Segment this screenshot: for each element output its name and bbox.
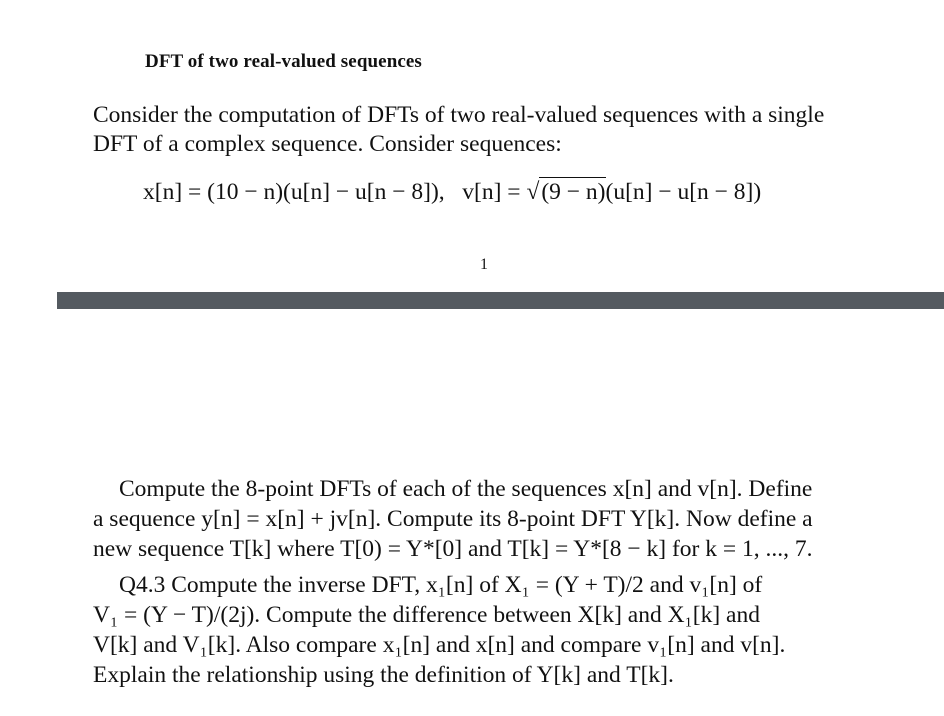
q43-line-2: V₁ = (Y − T)/(2j). Compute the difference between X[k] and X₁[k] and [93,602,760,628]
instructions-line-1: Compute the 8-point DFTs of each of the sequences x[n] and v[n]. Define [119,476,813,502]
q43-line-1: Q4.3 Compute the inverse DFT, x₁[n] of X₁ = (Y + T)/2 and v₁[n] of [119,572,763,598]
section-title: DFT of two real-valued sequences [145,51,422,72]
page-number: 1 [480,256,488,273]
intro-paragraph [93,101,883,159]
q43-line-4: Explain the relationship using the definition of Y[k] and T[k]. [93,662,674,688]
equation-x: x[n] = (10 − n)(u[n] − u[n − 8]), [143,179,445,205]
equation-v-suffix: (u[n] − u[n − 8]) [605,179,762,205]
dft-instructions-paragraph [93,474,883,564]
sequence-equation [143,175,761,209]
equation-v-prefix: v[n] = [462,179,527,205]
question-4-3-paragraph [93,570,883,690]
instructions-line-2: a sequence y[n] = x[n] + jv[n]. Compute its 8-point DFT Y[k]. Now define a [93,506,813,532]
equation-v-radicand: (9 − n) [541,179,606,205]
intro-line-2: DFT of a complex sequence. Consider sequences: [93,131,562,157]
instructions-line-3: new sequence T[k] where T[0) = Y*[0] and T[k] = Y*[8 − k] for k = 1, ..., 7. [93,536,813,562]
page-divider [57,292,944,309]
q43-line-3: V[k] and V₁[k]. Also compare x₁[n] and x[n] and compare v₁[n] and v[n]. [93,632,786,658]
intro-line-1: Consider the computation of DFTs of two real-valued sequences with a single [93,102,825,128]
sqrt-symbol: √(9 − n) [526,179,606,205]
